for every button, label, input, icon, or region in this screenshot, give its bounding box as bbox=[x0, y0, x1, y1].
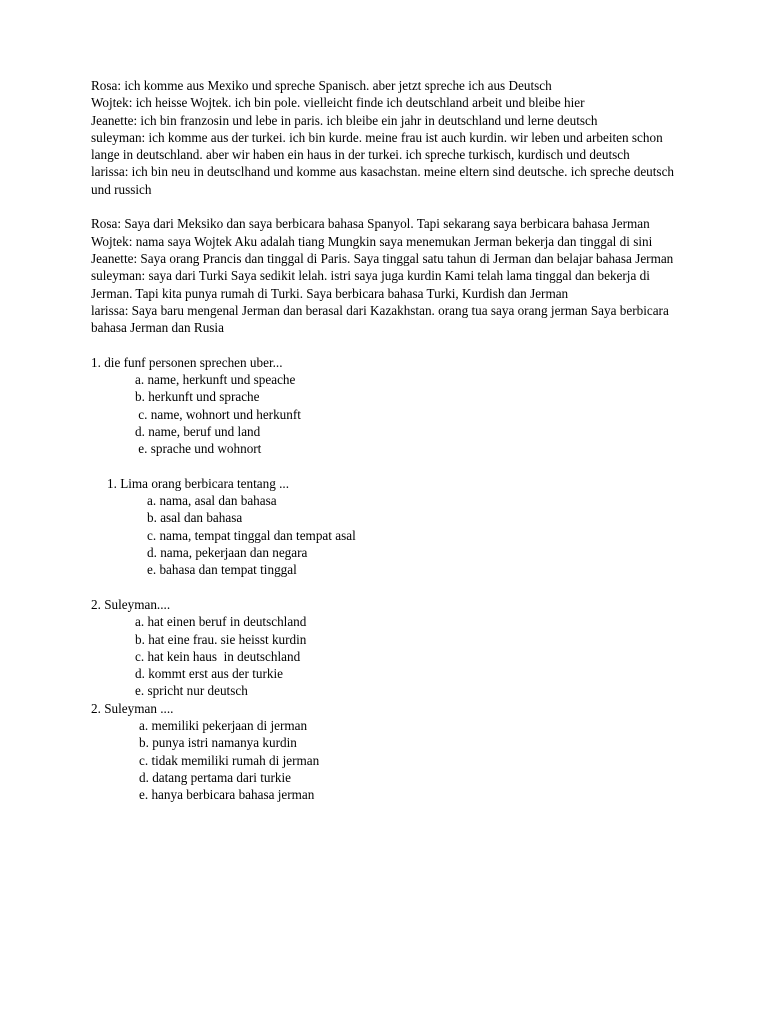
question-title: 1. die funf personen sprechen uber... bbox=[91, 354, 283, 370]
answer-options bbox=[91, 717, 691, 803]
option-e: e. sprache und wohnort bbox=[135, 441, 262, 457]
indonesian-text-block bbox=[91, 215, 691, 336]
option-c: c. tidak memiliki rumah di jerman bbox=[139, 752, 320, 768]
option-d: d. kommt erst aus der turkie bbox=[135, 666, 283, 682]
question-title: 2. Suleyman.... bbox=[91, 596, 171, 612]
option-e: e. spricht nur deutsch bbox=[135, 683, 248, 699]
text-line-wojtek-id: Wojtek: nama saya Wojtek Aku adalah tiang Mungkin saya menemukan Jerman bekerja dan tinggal di sini bbox=[91, 233, 653, 249]
option-e: e. bahasa dan tempat tinggal bbox=[147, 562, 297, 578]
question-2-indonesian bbox=[91, 700, 691, 804]
question-1-german bbox=[91, 354, 691, 458]
question-1-indonesian bbox=[91, 475, 691, 579]
text-line-suleyman-de: suleyman: ich komme aus der turkei. ich bin kurde. meine frau ist auch kurdin. wir leben und arbeiten schon lange in deutschland. aber wir haben ein haus in der turkei. ich spreche turkisch, kurdisch und deutsch bbox=[91, 129, 663, 163]
question-2-german bbox=[91, 596, 691, 700]
text-line-jeanette-de: Jeanette: ich bin franzosin und lebe in paris. ich bleibe ein jahr in deutschland und lerne deutsch bbox=[91, 112, 598, 128]
option-d: d. name, beruf und land bbox=[135, 423, 261, 439]
text-line-larissa-de: larissa: ich bin neu in deutsclhand und komme aus kasachstan. meine eltern sind deutsche. ich spreche deutsch und russich bbox=[91, 164, 675, 197]
text-line-jeanette-id: Jeanette: Saya orang Prancis dan tinggal di Paris. Saya tinggal satu tahun di Jerman dan belajar bahasa Jerman bbox=[91, 250, 674, 266]
option-b: b. asal dan bahasa bbox=[147, 510, 243, 526]
option-c: c. nama, tempat tinggal dan tempat asal bbox=[147, 527, 356, 543]
option-a: a. hat einen beruf in deutschland bbox=[135, 614, 307, 630]
option-c: c. name, wohnort und herkunft bbox=[135, 406, 301, 422]
option-b: b. hat eine frau. sie heisst kurdin bbox=[135, 631, 307, 647]
spacer bbox=[91, 579, 691, 596]
option-d: d. datang pertama dari turkie bbox=[139, 769, 291, 785]
option-a: a. memiliki pekerjaan di jerman bbox=[139, 717, 308, 733]
option-d: d. nama, pekerjaan dan negara bbox=[147, 545, 308, 561]
option-c: c. hat kein haus in deutschland bbox=[135, 648, 301, 664]
text-line-rosa-de: Rosa: ich komme aus Mexiko und spreche Spanisch. aber jetzt spreche ich aus Deutsch bbox=[91, 78, 552, 93]
text-line-suleyman-id: suleyman: saya dari Turki Saya sedikit lelah. istri saya juga kurdin Kami telah lama tinggal dan bekerja di Jerman. Tapi kita punya rumah di Turki. Saya berbicara bahasa Turki, Kurdish dan Jerman bbox=[91, 268, 650, 301]
text-line-wojtek-de: Wojtek: ich heisse Wojtek. ich bin pole. vielleicht finde ich deutschland arbeit und bleibe hier bbox=[91, 95, 585, 111]
question-title: 1. Lima orang berbicara tentang ... bbox=[107, 475, 289, 491]
text-line-larissa-id: larissa: Saya baru mengenal Jerman dan berasal dari Kazakhstan. orang tua saya orang jerman Saya berbicara bahasa Jerman dan Rusia bbox=[91, 302, 669, 336]
answer-options bbox=[91, 613, 691, 699]
option-e: e. hanya berbicara bahasa jerman bbox=[139, 787, 315, 803]
option-b: b. herkunft und sprache bbox=[135, 389, 260, 405]
german-text-block bbox=[91, 77, 691, 198]
option-a: a. name, herkunft und speache bbox=[135, 372, 296, 388]
answer-options bbox=[91, 492, 691, 578]
option-b: b. punya istri namanya kurdin bbox=[139, 735, 297, 751]
text-line-rosa-id: Rosa: Saya dari Meksiko dan saya berbicara bahasa Spanyol. Tapi sekarang saya berbicara bahasa Jerman bbox=[91, 216, 650, 232]
answer-options bbox=[91, 371, 691, 457]
question-title: 2. Suleyman .... bbox=[91, 700, 174, 716]
option-a: a. nama, asal dan bahasa bbox=[147, 493, 277, 509]
document-content bbox=[91, 77, 691, 803]
spacer bbox=[91, 458, 691, 475]
